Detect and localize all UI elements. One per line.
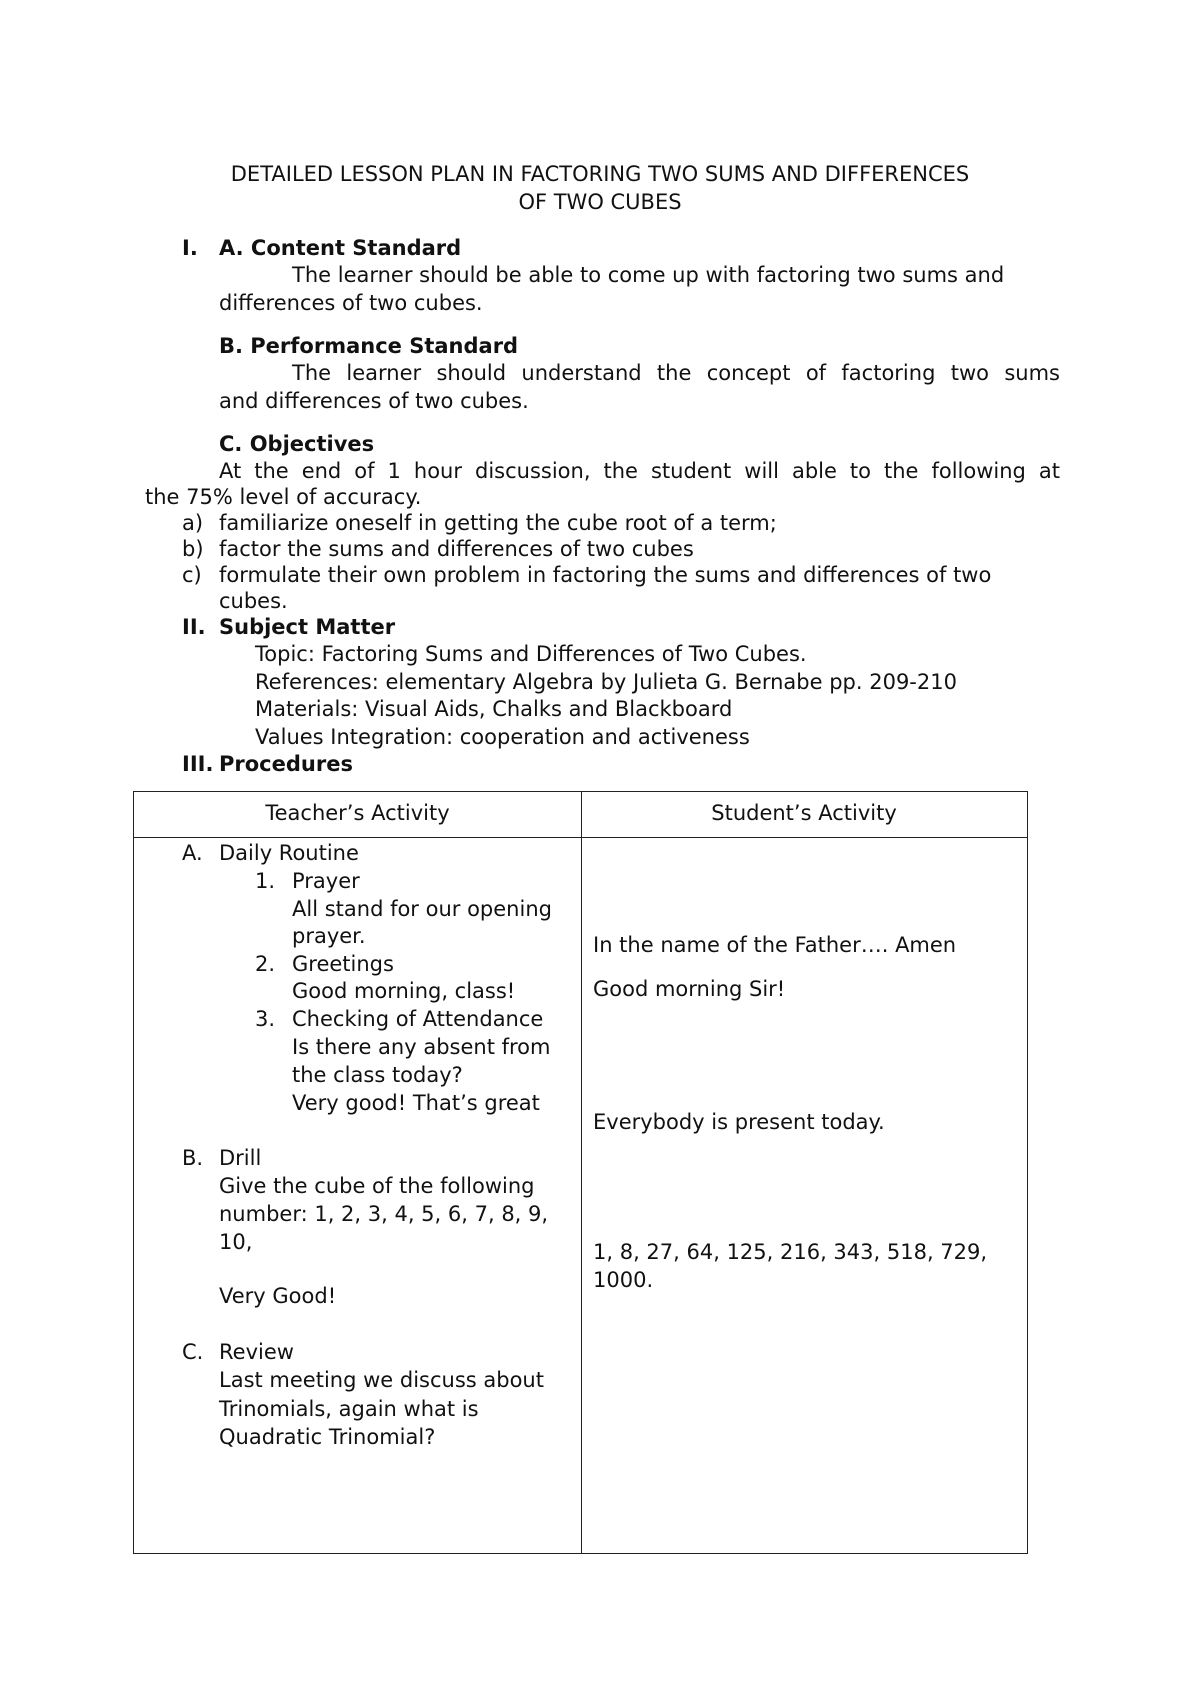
objective-c-text-cont: cubes. <box>219 589 288 613</box>
objectives-intro-line-1: At the end of 1 hour discussion, the student will able to the following at <box>219 459 1060 483</box>
content-standard-heading: A. Content Standard <box>219 236 462 260</box>
drill-marker: B. <box>182 1146 204 1170</box>
attendance-line-1: Is there any absent from <box>292 1035 551 1059</box>
section-2-numeral: II. <box>182 615 206 639</box>
performance-standard-line-1: The learner should understand the concept of factoring two sums <box>292 361 1060 385</box>
review-label: Review <box>219 1340 294 1364</box>
student-drill-line-1: 1, 8, 27, 64, 125, 216, 343, 518, 729, <box>593 1240 988 1264</box>
greetings-number: 2. <box>255 952 276 976</box>
prayer-line-1: All stand for our opening <box>292 897 552 921</box>
prayer-label: Prayer <box>292 869 360 893</box>
content-standard-line-1: The learner should be able to come up with factoring two sums and <box>292 263 1005 287</box>
attendance-label: Checking of Attendance <box>292 1007 544 1031</box>
drill-label: Drill <box>219 1146 262 1170</box>
daily-routine-label: Daily Routine <box>219 841 359 865</box>
teacher-activity-header: Teacher’s Activity <box>265 801 450 825</box>
daily-routine-marker: A. <box>182 841 203 865</box>
table-header-divider <box>134 837 1027 838</box>
performance-standard-line-2: and differences of two cubes. <box>219 389 529 413</box>
student-prayer-response: In the name of the Father…. Amen <box>593 933 957 957</box>
objective-c-text: formulate their own problem in factoring the sums and differences of two <box>219 563 992 587</box>
student-greeting-response: Good morning Sir! <box>593 977 786 1001</box>
prayer-number: 1. <box>255 869 276 893</box>
subject-materials: Materials: Visual Aids, Chalks and Blackboard <box>255 697 733 721</box>
drill-line-2: number: 1, 2, 3, 4, 5, 6, 7, 8, 9, <box>219 1202 549 1226</box>
objectives-intro-line-2: the 75% level of accuracy. <box>145 485 422 509</box>
drill-line-3: 10, <box>219 1230 253 1254</box>
student-activity-header: Student’s Activity <box>711 801 897 825</box>
title-line-2: OF TWO CUBES <box>518 190 682 214</box>
section-1-numeral: I. <box>182 236 198 260</box>
subject-topic: Topic: Factoring Sums and Differences of Two Cubes. <box>255 642 807 666</box>
title-line-1: DETAILED LESSON PLAN IN FACTORING TWO SUMS AND DIFFERENCES <box>230 162 970 186</box>
section-3-numeral: III. <box>182 752 214 776</box>
student-drill-line-2: 1000. <box>593 1268 654 1292</box>
greetings-label: Greetings <box>292 952 394 976</box>
objective-a-text: familiarize oneself in getting the cube root of a term; <box>219 511 777 535</box>
objective-b-text: factor the sums and differences of two cubes <box>219 537 694 561</box>
objective-a-marker: a) <box>182 511 204 535</box>
procedures-heading: Procedures <box>219 752 353 776</box>
table-column-divider <box>581 792 582 1553</box>
review-line-2: Trinomials, again what is <box>219 1397 479 1421</box>
objective-c-marker: c) <box>182 563 202 587</box>
drill-line-4: Very Good! <box>219 1284 337 1308</box>
attendance-line-3: Very good! That’s great <box>292 1091 540 1115</box>
subject-matter-heading: Subject Matter <box>219 615 396 639</box>
objectives-heading: C. Objectives <box>219 432 375 456</box>
subject-references: References: elementary Algebra by Julieta G. Bernabe pp. 209-210 <box>255 670 957 694</box>
drill-line-1: Give the cube of the following <box>219 1174 535 1198</box>
content-standard-line-2: differences of two cubes. <box>219 291 483 315</box>
attendance-number: 3. <box>255 1007 276 1031</box>
procedures-table <box>133 791 1028 1554</box>
objective-b-marker: b) <box>182 537 204 561</box>
document-title <box>140 160 1060 216</box>
prayer-line-2: prayer. <box>292 924 366 948</box>
greetings-line-1: Good morning, class! <box>292 979 516 1003</box>
review-line-3: Quadratic Trinomial? <box>219 1425 436 1449</box>
attendance-line-2: the class today? <box>292 1063 463 1087</box>
performance-standard-heading: B. Performance Standard <box>219 334 519 358</box>
review-marker: C. <box>182 1340 204 1364</box>
review-line-1: Last meeting we discuss about <box>219 1368 544 1392</box>
subject-values: Values Integration: cooperation and activeness <box>255 725 750 749</box>
student-attendance-response: Everybody is present today. <box>593 1110 885 1134</box>
